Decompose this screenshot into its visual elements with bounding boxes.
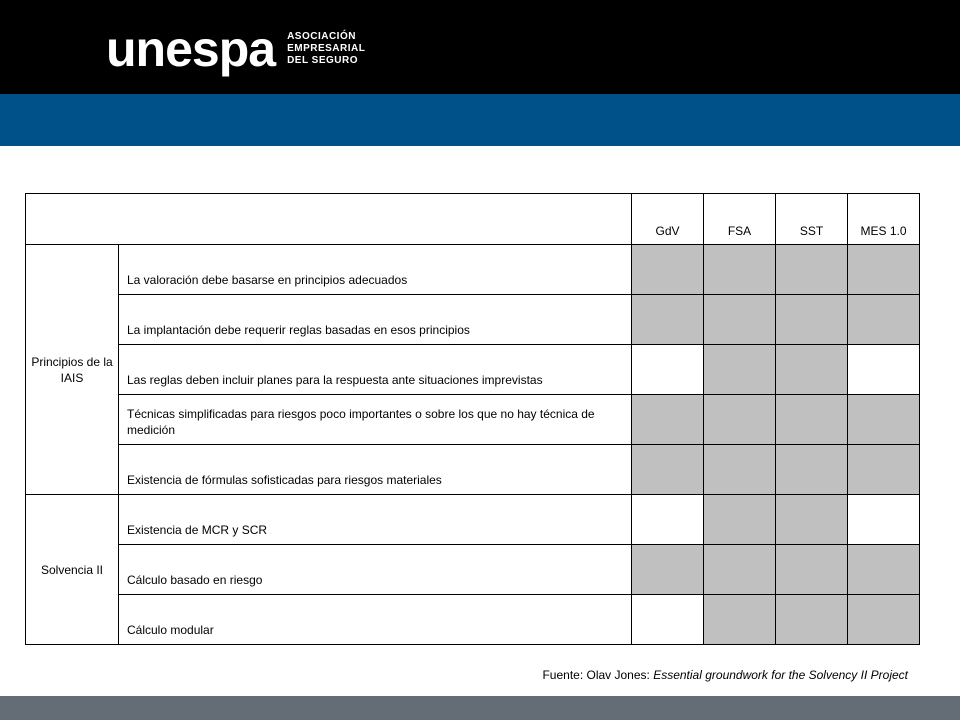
mark-cell-empty [632, 345, 704, 395]
column-header-gdv: GdV [632, 194, 704, 245]
mark-cell-filled [632, 245, 704, 295]
mark-cell-filled [704, 295, 776, 345]
column-header-mes: MES 1.0 [848, 194, 920, 245]
table-row [26, 595, 920, 645]
source-prefix: Fuente: Olav Jones: [542, 668, 654, 682]
group-label: Principios de la IAIS [26, 245, 119, 495]
criterion-cell: Existencia de MCR y SCR [119, 495, 632, 545]
mark-cell-filled [776, 295, 848, 345]
mark-cell-filled [704, 345, 776, 395]
criterion-cell: La implantación debe requerir reglas basadas en esos principios [119, 295, 632, 345]
mark-cell-filled [848, 295, 920, 345]
mark-cell-filled [848, 445, 920, 495]
logo-subtitle [287, 31, 365, 67]
mark-cell-filled [776, 395, 848, 445]
table-row [26, 295, 920, 345]
mark-cell-filled [704, 595, 776, 645]
mark-cell-filled [632, 545, 704, 595]
table-row [26, 245, 920, 295]
mark-cell-empty [632, 595, 704, 645]
criterion-cell: Cálculo modular [119, 595, 632, 645]
header-blue-band [0, 94, 960, 146]
mark-cell-filled [704, 245, 776, 295]
table-row [26, 345, 920, 395]
mark-cell-filled [848, 595, 920, 645]
mark-cell-filled [776, 495, 848, 545]
criterion-cell: La valoración debe basarse en principios adecuados [119, 245, 632, 295]
mark-cell-filled [632, 295, 704, 345]
footer-bar [0, 696, 960, 720]
mark-cell-filled [632, 445, 704, 495]
mark-cell-empty [848, 495, 920, 545]
criterion-cell: Existencia de fórmulas sofisticadas para riesgos materiales [119, 445, 632, 495]
criterion-cell: Técnicas simplificadas para riesgos poco importantes o sobre los que no hay técnica de medición [119, 395, 632, 445]
table-row [26, 545, 920, 595]
criterion-cell: Cálculo basado en riesgo [119, 545, 632, 595]
mark-cell-empty [632, 495, 704, 545]
unespa-logo [106, 21, 366, 77]
table-row [26, 495, 920, 545]
mark-cell-filled [848, 545, 920, 595]
mark-cell-filled [848, 395, 920, 445]
mark-cell-filled [776, 545, 848, 595]
mark-cell-filled [704, 445, 776, 495]
source-title: Essential groundwork for the Solvency II Project [653, 668, 908, 682]
table-row [26, 445, 920, 495]
source-note [542, 668, 908, 682]
mark-cell-filled [776, 445, 848, 495]
logo-subtitle-line: DEL SEGURO [287, 55, 358, 66]
mark-cell-filled [848, 245, 920, 295]
mark-cell-filled [776, 345, 848, 395]
mark-cell-filled [704, 395, 776, 445]
mark-cell-filled [632, 395, 704, 445]
criterion-cell: Las reglas deben incluir planes para la respuesta ante situaciones imprevistas [119, 345, 632, 395]
logo-wordmark: unespa [106, 21, 276, 77]
header-row [26, 194, 920, 245]
mark-cell-filled [704, 495, 776, 545]
mark-cell-filled [776, 595, 848, 645]
mark-cell-filled [776, 245, 848, 295]
group-label: Solvencia II [26, 495, 119, 645]
logo-subtitle-line: ASOCIACIÓN [287, 31, 356, 42]
mark-cell-empty [848, 345, 920, 395]
column-header-sst: SST [776, 194, 848, 245]
logo-subtitle-line: EMPRESARIAL [287, 43, 366, 54]
mark-cell-filled [704, 545, 776, 595]
table-row [26, 395, 920, 445]
comparison-table [25, 193, 920, 645]
header-corner-cell [26, 194, 632, 245]
column-header-fsa: FSA [704, 194, 776, 245]
